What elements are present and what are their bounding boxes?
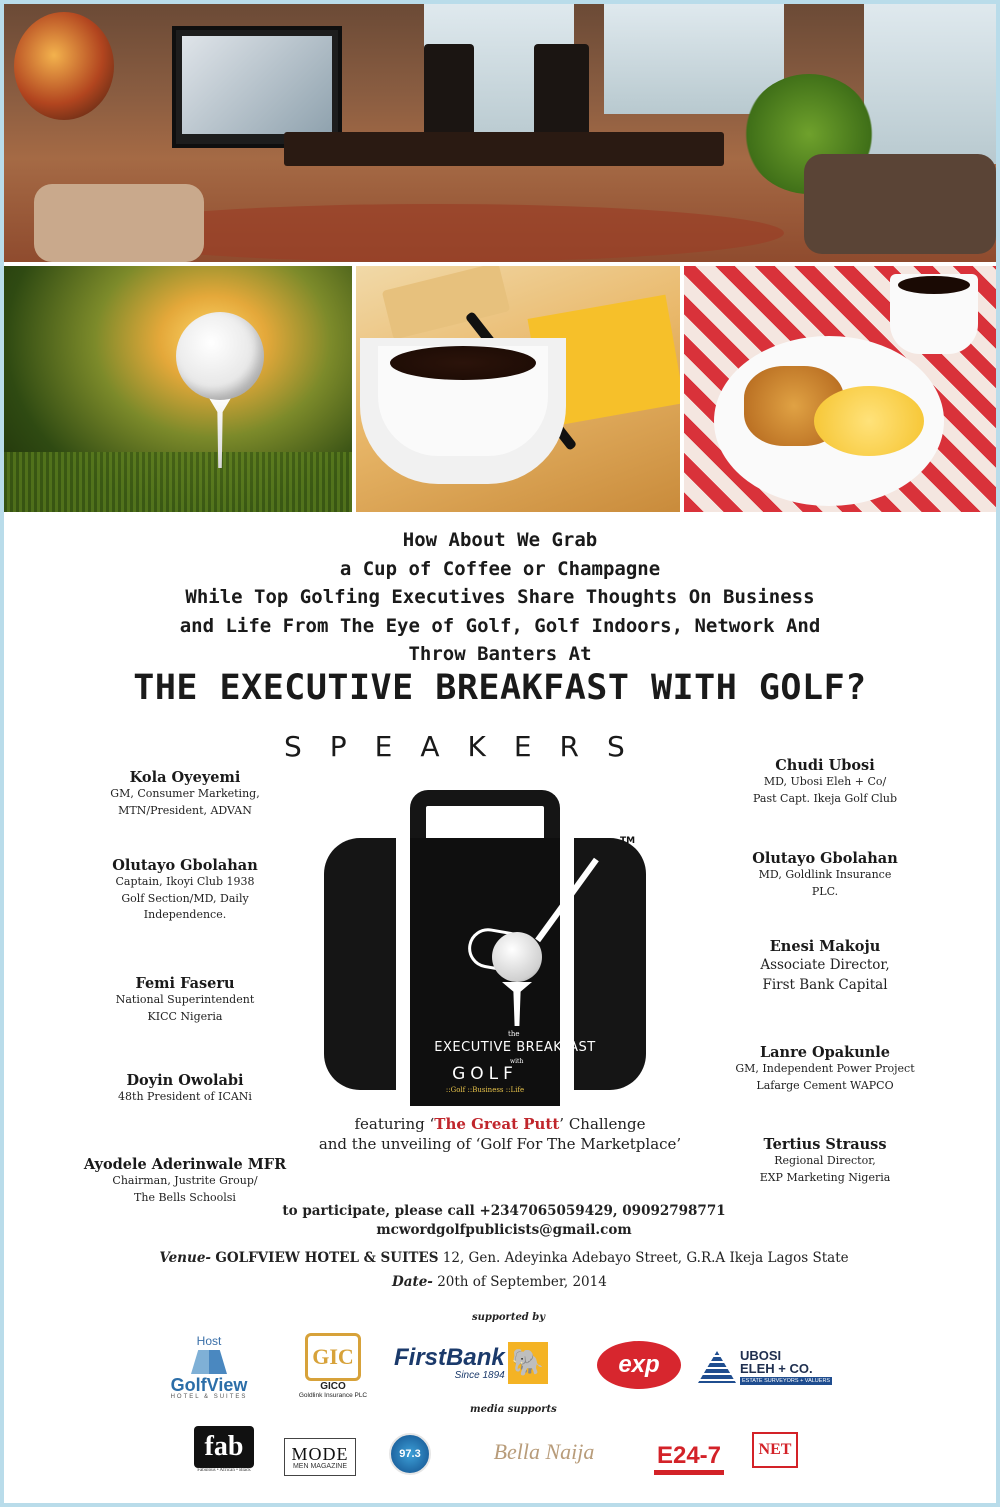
golf-ball-icon (492, 932, 542, 982)
speaker-role: PLC. (811, 884, 839, 898)
radio-name: 97.3 (389, 1433, 431, 1475)
golf-ball-photo (4, 266, 352, 512)
speaker-card (70, 1072, 300, 1106)
host-label: Host (196, 1334, 222, 1348)
speaker-role: Past Capt. Ikeja Golf Club (753, 791, 897, 805)
speaker-role: Captain, Ikoyi Club 1938 (115, 875, 255, 888)
speakers-heading: SPEAKERS (284, 730, 653, 763)
speaker-card (70, 857, 300, 924)
venue-address: 12, Gen. Adeyinka Adebayo Street, G.R.A Ikeja Lagos State (442, 1250, 849, 1266)
ubosi-logo (698, 1342, 858, 1392)
breakfast-photo (684, 266, 996, 512)
speaker-card (710, 757, 940, 807)
decor-vase (14, 12, 114, 120)
dining-table (284, 132, 724, 166)
contact-email: mcwordgolfpublicists@gmail.com (376, 1222, 632, 1238)
speaker-card (700, 1044, 950, 1094)
firstbank-name: FirstBank (394, 1343, 505, 1371)
event-title: THE EXECUTIVE BREAKFAST WITH GOLF? (133, 668, 867, 708)
logo-tagline: ::Golf ::Business ::Life (445, 1086, 525, 1094)
supported-by-label: supported by (472, 1312, 546, 1323)
ubosi-name: UBOSI (740, 1348, 782, 1363)
speaker-card (710, 938, 940, 995)
golf-ball (176, 312, 264, 400)
building-icon (191, 1350, 227, 1374)
speaker-role: First Bank Capital (762, 977, 888, 993)
logo-the: the (508, 1030, 520, 1038)
gico-mark: GIC (305, 1333, 361, 1381)
grass (4, 452, 352, 512)
firstbank-since: Since 1894 (454, 1369, 505, 1381)
gico-name: GICO (320, 1381, 346, 1392)
pyramid-icon (698, 1351, 736, 1383)
headline-line: How About We Grab (402, 529, 598, 551)
mode-logo (284, 1438, 356, 1476)
golfview-name: GolfView (170, 1375, 248, 1395)
elephant-icon: 🐘 (508, 1342, 548, 1384)
scrambled-eggs (814, 386, 924, 456)
bellanaija-logo (464, 1430, 624, 1474)
venue-line (4, 1250, 1000, 1266)
mode-name: MODE (291, 1443, 349, 1464)
speaker-card (70, 975, 300, 1025)
speaker-role: Chairman, Justrite Group/ (112, 1174, 258, 1187)
featuring-line (274, 1114, 726, 1134)
speaker-name: Olutayo Gbolahan (112, 857, 258, 874)
speaker-role: National Superintendent (115, 993, 255, 1006)
mode-sub: MEN MAGAZINE (292, 1462, 348, 1470)
great-putt-highlight: The Great Putt (434, 1115, 560, 1133)
coffee-photo (356, 266, 680, 512)
armchair (34, 184, 204, 262)
venue-name: GOLFVIEW HOTEL & SUITES (215, 1250, 439, 1266)
speaker-role: MTN/President, ADVAN (118, 803, 252, 817)
speaker-role: MD, Ubosi Eleh + Co/ (763, 775, 887, 788)
contact-phone: to participate, please call +2347065059429, 09092798771 (282, 1203, 726, 1219)
speaker-role: Associate Director, (760, 957, 890, 973)
speaker-name: Kola Oyeyemi (129, 769, 241, 786)
speaker-role: Regional Director, (774, 1154, 876, 1167)
speaker-name: Tertius Strauss (763, 1136, 887, 1153)
ubosi-sub: ESTATE SURVEYORS + VALUERS (742, 1378, 831, 1384)
speaker-role: GM, Consumer Marketing, (110, 787, 260, 800)
net-name: NET (758, 1441, 792, 1458)
exp-logo (594, 1340, 684, 1390)
speaker-role: KICC Nigeria (147, 1009, 223, 1023)
featuring-text (274, 1114, 726, 1154)
logo-title: EXECUTIVE BREAKFAST (434, 1040, 596, 1055)
net-logo (752, 1432, 798, 1468)
speaker-role: Lafarge Cement WAPCO (756, 1078, 894, 1092)
e247-bar (654, 1470, 724, 1475)
headline-line: and Life From The Eye of Golf, Golf Indoors, Network And (179, 614, 821, 637)
venue-label: Venue- (159, 1250, 212, 1266)
suitcase-band (396, 838, 410, 1090)
speaker-role: GM, Independent Power Project (735, 1062, 915, 1075)
crackers (382, 266, 511, 340)
golfview-logo (154, 1332, 264, 1402)
living-room-photo (4, 4, 996, 262)
speaker-name: Femi Faseru (135, 975, 235, 992)
firstbank-logo (394, 1338, 564, 1388)
golfview-sub: HOTEL & SUITES (170, 1394, 248, 1400)
speaker-role: The Bells Schoolsi (134, 1190, 236, 1204)
speaker-name: Chudi Ubosi (775, 757, 875, 774)
speaker-name: Lanre Opakunle (759, 1044, 891, 1061)
date-value: 20th of September, 2014 (437, 1274, 607, 1290)
headline-line: While Top Golfing Executives Share Thoughts On Business (185, 586, 815, 608)
logo-with: with (510, 1058, 524, 1065)
headline-line: a Cup of Coffee or Champagne (339, 557, 661, 580)
radio-logo (388, 1432, 432, 1476)
fab-sub: Fabulous • African • Black (197, 1467, 251, 1473)
featuring-post: ’ Challenge (559, 1115, 646, 1133)
exp-name: exp (597, 1341, 681, 1389)
television (172, 26, 342, 148)
ubosi-name: ELEH + CO. (740, 1361, 813, 1376)
speaker-role: Golf Section/MD, Daily (121, 891, 249, 905)
date-label: Date- (392, 1274, 433, 1290)
bellanaija-name: Bella Naija (493, 1439, 595, 1464)
sofa (804, 154, 996, 254)
speaker-role: MD, Goldlink Insurance (758, 868, 892, 881)
speaker-role: EXP Marketing Nigeria (759, 1170, 891, 1184)
speaker-card (60, 1156, 310, 1206)
speaker-card (70, 769, 300, 819)
coffee (898, 276, 970, 294)
coffee (390, 346, 536, 380)
featuring-pre: featuring ‘ (354, 1115, 435, 1133)
gico-sub: Goldlink Insurance PLC (298, 1392, 368, 1399)
speaker-role: 48th President of ICANi (118, 1090, 252, 1103)
date-line (392, 1274, 607, 1290)
speaker-name: Olutayo Gbolahan (752, 850, 898, 867)
speaker-role: Independence. (143, 908, 227, 921)
notebook (528, 295, 680, 428)
headline-line: Throw Banters At (408, 643, 592, 665)
trademark-mark: TM (620, 836, 636, 846)
fab-logo (192, 1418, 256, 1480)
speaker-name: Enesi Makoju (769, 938, 881, 955)
e247-logo (652, 1438, 726, 1480)
contact-info (4, 1202, 1000, 1240)
e247-name: E24-7 (656, 1441, 722, 1469)
speaker-name: Ayodele Aderinwale MFR (83, 1156, 287, 1173)
speaker-name: Doyin Owolabi (126, 1072, 244, 1089)
gico-logo (288, 1326, 378, 1406)
speaker-card (710, 850, 940, 900)
headline (4, 526, 996, 669)
window (864, 4, 996, 164)
event-logo (324, 790, 646, 1106)
logo-golf: GOLF (452, 1064, 518, 1084)
featuring-line: and the unveiling of ‘Golf For The Marketplace’ (318, 1135, 682, 1153)
media-supports-label: media supports (470, 1404, 557, 1415)
fab-name: fab (194, 1426, 254, 1468)
speaker-card (710, 1136, 940, 1186)
